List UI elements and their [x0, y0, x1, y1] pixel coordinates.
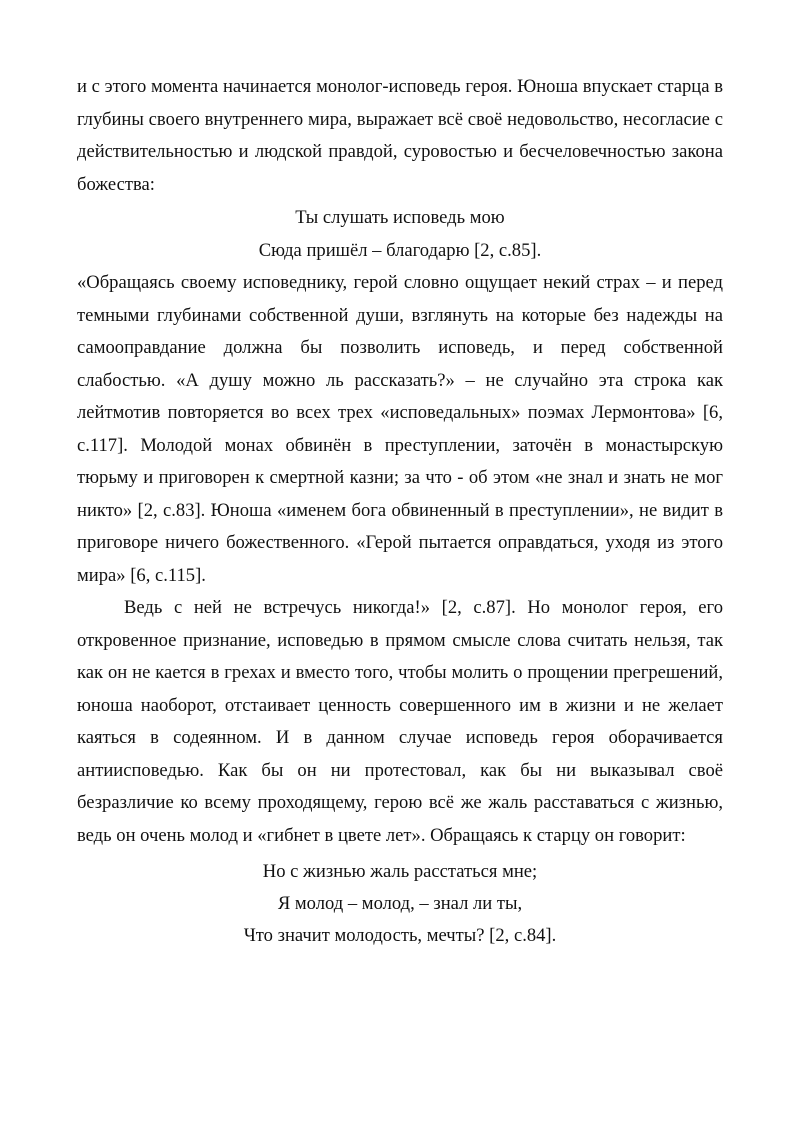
- paragraph-monologue: Ведь с ней не встречусь никогда!» [2, с.87]. Но монолог героя, его откровенное признание, исповедью в прямом смысле слова считать нельзя, так как он не кается в грехах и вместо того, чтобы молить о прощении прегрешений, юноша наоборот, отстаивает ценность совершенного им в жизни и не желает каяться в содеянном. И в данном случае исповедь героя оборачивается антиисповедью. Как бы он ни протестовал, как бы ни выказывал своё безразличие ко всему проходящему, герою всё же жаль расставаться с жизнью, ведь он очень молод и «гибнет в цвете лет». Обращаясь к старцу он говорит:: [77, 597, 723, 846]
- verse-line: Я молод – молод, – знал ли ты,: [277, 893, 523, 914]
- paragraph-intro: и с этого момента начинается монолог-исповедь героя. Юноша впускает старца в глубины своего внутреннего мира, выражает всё своё недовольство, несогласие с действительностью и людской правдой, суровостью и бесчеловечностью закона божества:: [77, 76, 723, 195]
- verse-line: Но с жизнью жаль расстаться мне;: [262, 861, 538, 882]
- paragraph-analysis: «Обращаясь своему исповеднику, герой словно ощущает некий страх – и перед темными глубинами собственной души, взглянуть на которые без надежды на самооправдание должна бы позволить исповедь, и перед собственной слабостью. «А душу можно ль рассказать?» – не случайно эта строка как лейтмотив повторяется во всех трех «исповедальных» поэмах Лермонтова» [6, с.117]. Молодой монах обвинён в преступлении, заточён в монастырскую тюрьму и приговорен к смертной казни; за что - об этом «не знал и знать не мог никто» [2, с.83]. Юноша «именем бога обвиненный в преступлении», не видит в приговоре ничего божественного. «Герой пытается оправдаться, уходя из этого мира» [6, с.115].: [77, 272, 723, 586]
- verse-quote-2: [77, 856, 723, 952]
- verse-quote-1: [77, 202, 723, 267]
- verse-line: Ты слушать исповедь мою: [295, 207, 505, 228]
- document-page: [77, 71, 723, 952]
- verse-line: Сюда пришёл – благодарю [2, с.85].: [258, 239, 542, 261]
- verse-line: Что значит молодость, мечты? [2, с.84].: [243, 925, 557, 946]
